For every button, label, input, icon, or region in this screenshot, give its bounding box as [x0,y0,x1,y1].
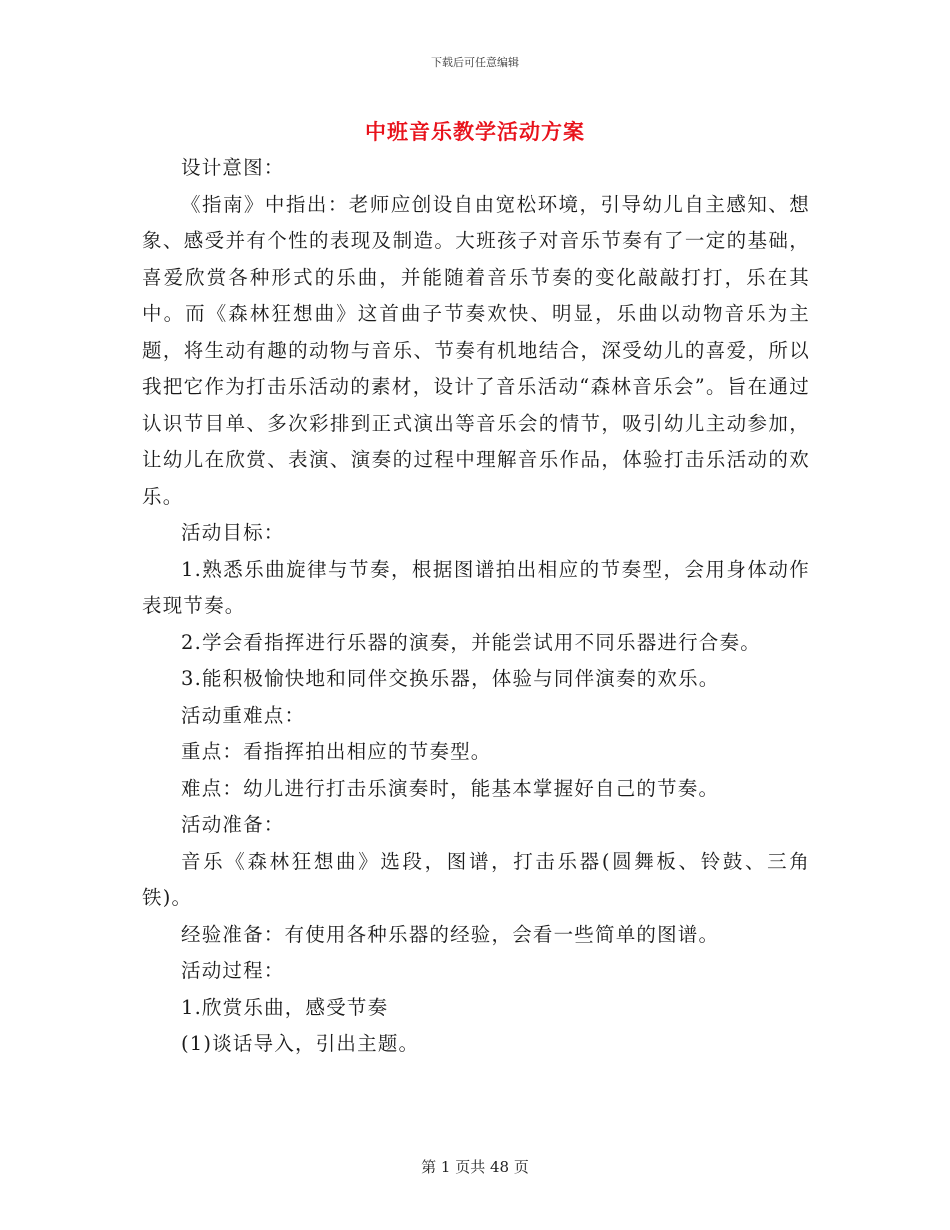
document-title: 中班音乐教学活动方案 [365,119,585,144]
preparation-materials: 音乐《森林狂想曲》选段，图谱，打击乐器(圆舞板、铃鼓、三角铁)。 [142,849,810,909]
document-body [142,150,810,1063]
section-heading-key-points: 活动重难点： [181,703,306,727]
page-number: 第 1 页共 48 页 [421,1158,529,1176]
key-point-difficulty: 难点：幼儿进行打击乐演奏时，能基本掌握好自己的节奏。 [181,776,720,800]
page-header-note: 下载后可任意编辑 [431,56,519,69]
process-substep-1: (1)谈话导入，引出主题。 [181,1032,420,1055]
objective-item-2: 2.学会看指挥进行乐器的演奏，并能尝试用不同乐器进行合奏。 [181,630,761,654]
process-step-1: 1.欣赏乐曲，感受节奏 [181,995,389,1019]
section-heading-process: 活动过程： [181,959,285,982]
key-point-focus: 重点：看指挥拍出相应的节奏型。 [181,740,492,763]
section-heading-objectives: 活动目标： [181,521,285,544]
section-heading-preparation: 活动准备： [181,813,285,836]
body-paragraph-design-intent: 《指南》中指出：老师应创设自由宽松环境，引导幼儿自主感知、想象、感受并有个性的表现及制造。大班孩子对音乐节奏有了一定的基础，喜爱欣赏各种形式的乐曲，并能随着音乐节奏的变化敲敲打打，乐在其中。而《森林狂想曲》这首曲子节奏欢快、明显，乐曲以动物音乐为主题，将生动有趣的动物与音乐、节奏有机地结合，深受幼儿的喜爱，所以我把它作为打击乐活动的素材，设计了音乐活动“森林音乐会”。旨在通过认识节目单、多次彩排到正式演出等音乐会的情节，吸引幼儿主动参加，让幼儿在欣赏、表演、演奏的过程中理解音乐作品，体验打击乐活动的欢乐。 [142,192,810,508]
preparation-experience: 经验准备：有使用各种乐器的经验，会看一些简单的图谱。 [181,922,720,946]
section-heading-design-intent: 设计意图： [181,156,285,179]
objective-item-3: 3.能积极愉快地和同伴交换乐器，体验与同伴演奏的欢乐。 [181,667,720,690]
objective-item-1: 1.熟悉乐曲旋律与节奏，根据图谱拍出相应的节奏型，会用身体动作表现节奏。 [142,557,810,617]
